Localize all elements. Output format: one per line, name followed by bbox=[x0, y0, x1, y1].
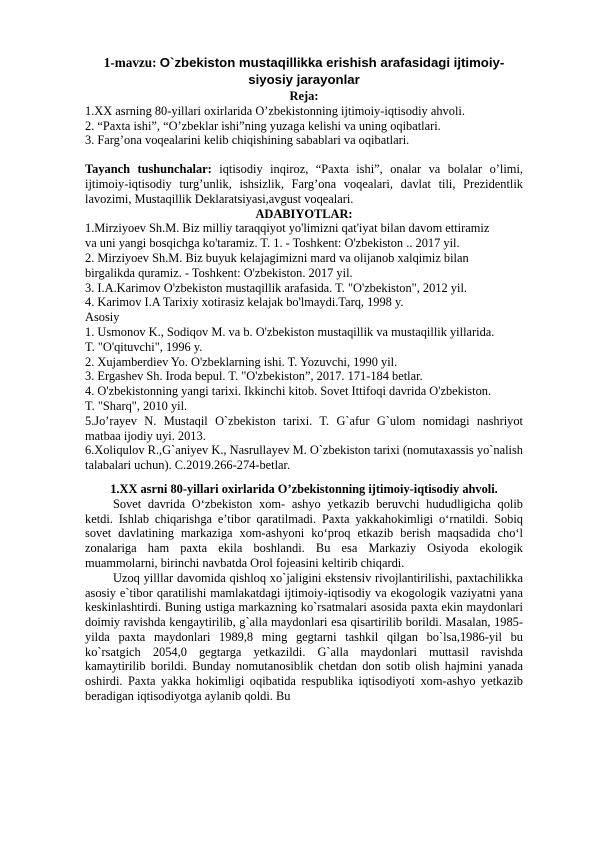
key-concepts-text: iqtisodiy inqiroz, “Paxta ishi”, onalar va bolalar o’limi, ijtimoiy-iqtisodiy turg’unlik, ishsizlik, Farg’ona voqealari, davlat tili, Prezidentlik lavozimi, Mustaqillik Deklaratsiyasi,avgust voqealari. bbox=[85, 162, 523, 206]
topic-title bbox=[91, 54, 517, 88]
topic-label: 1-mavzu: bbox=[103, 55, 157, 70]
literature-line: 2. Mirziyoev Sh.M. Biz buyuk kelajagimizni mard va olijanob xalqimiz bilan bbox=[85, 250, 469, 265]
literature-item-5: 5.Jo’rayev N. Mustaqil O`zbekiston tarixi. T. G`afur G`ulom nomidagi nashriyot matbaa ijodiy uyi. 2013. bbox=[85, 413, 523, 443]
literature-line: 3. Ergashev Sh. Iroda bepul. T. "O'zbekiston”, 2017. 171-184 betlar. bbox=[85, 369, 423, 384]
section-heading: 1.XX asrni 80-yillari oxirlarida O’zbekistonning ijtimoiy-iqtisodiy ahvoli. bbox=[110, 481, 498, 496]
literature-line: 1. Usmonov K., Sodiqov M. va b. O'zbekiston mustaqillik va mustaqillik yillarida. bbox=[85, 324, 495, 339]
plan-heading: Reja: bbox=[289, 89, 319, 103]
literature-line: T. "O'qituvchi", 1996 y. bbox=[85, 339, 203, 354]
document-page bbox=[85, 54, 523, 704]
literature-line: 3. I.A.Karimov O'zbekiston mustaqillik arafasida. T. "O'zbekiston", 2012 yil. bbox=[85, 280, 467, 295]
literature-line: 4. O'zbekistonning yangi tarixi. Ikkinchi kitob. Sovet Ittifoqi davrida O'zbekiston. bbox=[85, 384, 492, 399]
plan-item: 2. “Paxta ishi”, “O’zbeklar ishi”ning yuzaga kelishi va uning oqibatlari. bbox=[85, 118, 441, 133]
literature-line: 2. Xujamberdiev Yo. O'zbeklarning ishi. T. Yozuvchi, 1990 yil. bbox=[85, 354, 398, 369]
topic-title-text: O`zbekiston mustaqillikka erishish arafasidagi ijtimoiy-siyosiy jarayonlar bbox=[159, 55, 505, 87]
section-paragraph: Uzoq yilllar davomida qishloq xo`jaligini ekstensiv rivojlantirilishi, paxtachilikka asosiy e`tibor qaratilishi mamlakatdagi ijtimoiy-iqtisodiy va ekogologik vaziyatni yana keskinlashtirdi. Buning ustiga markazning ko`rsatmalari asosida paxta ekin maydonlari doimiy ravishda kengaytirilib, g`alla maydonlari esa qisartirilib borildi. Masalan, 1985-yilda paxta maydonlari 1989,8 ming gegtarni tashkil qilgan bo`lsa,1986-yil bu ko`rsatgich 2054,0 gegtarga yetkazildi. G`alla maydonlari muttasil ravishda kamaytirilib borildi. Bunday nomutanosiblik chetdan don sotib olish hajmini yanada oshirdi. Paxta yakka hokimligi oqibatida respublika iqtisodiyoti xom-ashyo yetkazib beradigan iqtisodiyotga aylanib qoldi. Bu bbox=[85, 570, 523, 704]
key-concepts-label: Tayanch tushunchalar: bbox=[85, 162, 212, 177]
key-concepts-paragraph bbox=[85, 162, 523, 206]
literature-line: va uni yangi bosqichga ko'taramiz. T. 1. - Toshkent: O'zbekiston .. 2017 yil. bbox=[85, 236, 460, 251]
literature-line: 1.Mirziyoev Sh.M. Biz milliy taraqqiyot yo'limizni qat'iyat bilan davom ettiramiz bbox=[85, 221, 490, 236]
plan-item: 1.XX asrning 80-yillari oxirlarida O’zbekistonning ijtimoiy-iqtisodiy ahvoli. bbox=[85, 103, 465, 118]
literature-item-6: 6.Xoliqulov R.,G`aniyev K., Nasrullayev M. O`zbekiston tarixi (nomutaxassis yo`nalish talabalari uchun). C.2019.266-274-betlar. bbox=[85, 443, 523, 473]
literature-line: T. "Sharq", 2010 yil. bbox=[85, 398, 188, 413]
plan-item: 3. Farg’ona voqealarini kelib chiqishining sabablari va oqibatlari. bbox=[85, 133, 410, 148]
literature-subheading: Asosiy bbox=[85, 310, 120, 325]
literature-line: birgalikda quramiz. - Toshkent: O'zbekiston. 2017 yil. bbox=[85, 265, 353, 280]
section-paragraph: Sovet davrida O‘zbekiston xom- ashyo yetkazib beruvchi hududligicha qolib ketdi. Ishlab chiqarishga e’tibor qaratilmadi. Paxta yakkahokimligi o‘rnatildi. Sobiq sovet davlatining markaziga xom-ashyoni ko‘proq etkazib berish maqsadida cho‘l zonalariga ham paxta ekila boshlandi. Bu esa Markaziy Osiyoda ekologik muammolarni, birinchi navbatda Orol fojeasini keltirib chiqardi. bbox=[85, 496, 523, 570]
literature-heading: ADABIYOTLAR: bbox=[255, 206, 353, 221]
literature-line: 4. Karimov I.A Tarixiy xotirasiz kelajak bo'lmaydi.Tarq, 1998 y. bbox=[85, 295, 404, 310]
